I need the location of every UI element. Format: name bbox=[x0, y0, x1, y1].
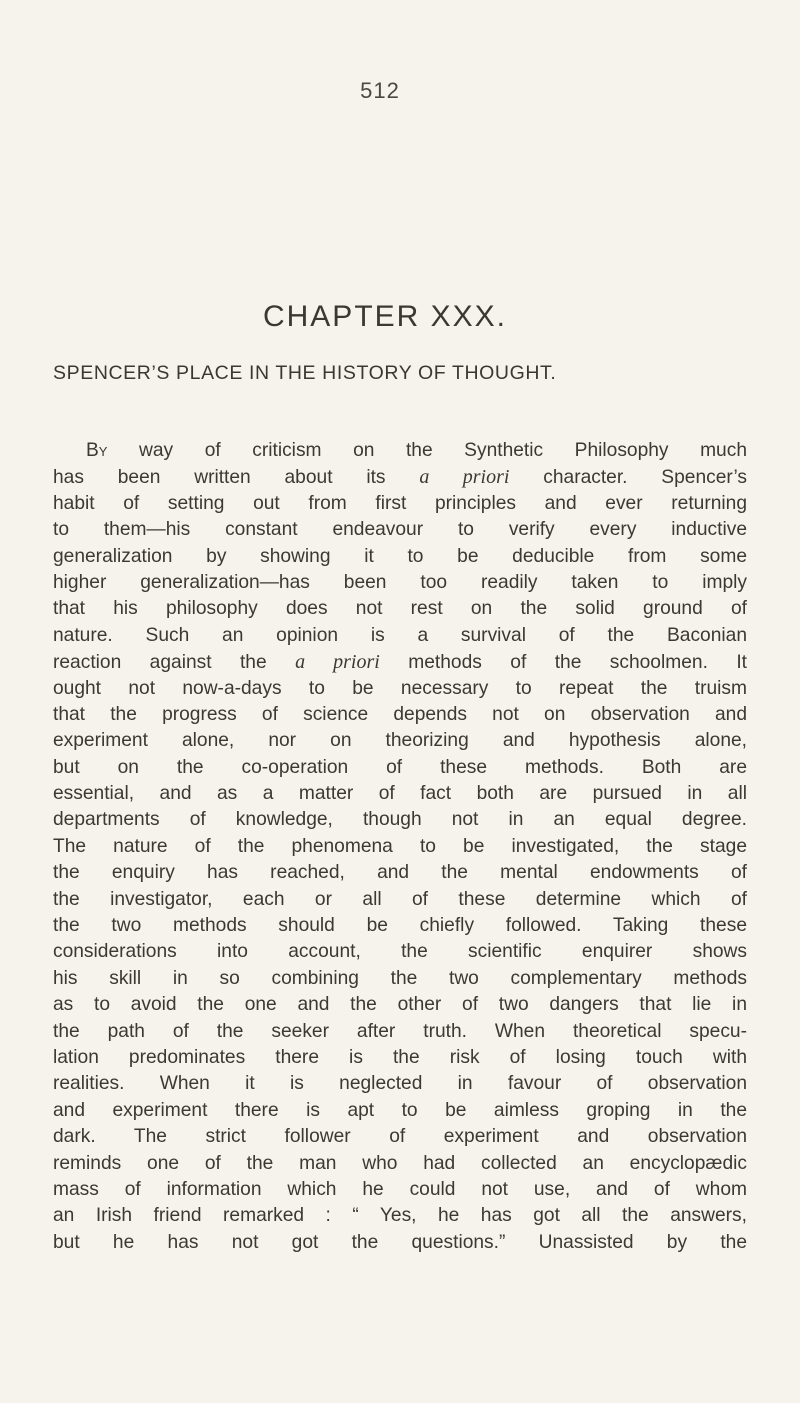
text-run: the path of the seeker after truth. When theoretical specu- bbox=[53, 1020, 747, 1042]
text-run: The nature of the phenomena to be investigated, the stage bbox=[53, 835, 747, 857]
text-line bbox=[53, 491, 747, 517]
italic-phrase: a priori bbox=[419, 466, 510, 489]
text-line bbox=[53, 438, 747, 464]
text-run: as to avoid the one and the other of two dangers that lie in bbox=[53, 994, 747, 1016]
text-run: considerations into account, the scientific enquirer shows bbox=[53, 941, 747, 963]
text-line bbox=[53, 1203, 747, 1229]
text-line bbox=[53, 992, 747, 1018]
text-run: higher generalization—has been too readily taken to imply bbox=[53, 571, 747, 593]
text-run: ought not now-a-days to be necessary to repeat the truism bbox=[53, 677, 747, 699]
text-run: mass of information which he could not use, and of whom bbox=[53, 1178, 747, 1200]
text-run: experiment alone, nor on theorizing and hypothesis alone, bbox=[53, 730, 747, 752]
text-run: the investigator, each or all of these determine which of bbox=[53, 888, 747, 910]
text-line bbox=[53, 1098, 747, 1124]
section-title: SPENCER’S PLACE IN THE HISTORY OF THOUGHT. bbox=[53, 362, 557, 384]
text-run: but on the co-operation of these methods. Both are bbox=[53, 756, 747, 778]
text-run: reaction against the bbox=[53, 652, 296, 674]
text-run: essential, and as a matter of fact both are pursued in all bbox=[53, 783, 747, 805]
text-run: reminds one of the man who had collected an encyclopædic bbox=[53, 1152, 747, 1174]
page-number: 512 bbox=[360, 78, 400, 103]
text-line bbox=[53, 728, 747, 754]
text-line bbox=[53, 1019, 747, 1045]
text-run: but he has not got the questions.” Unassisted by the bbox=[53, 1231, 747, 1253]
text-line bbox=[53, 676, 747, 702]
text-run: way of criticism on the Synthetic Philosophy much bbox=[107, 440, 747, 461]
text-line bbox=[53, 596, 747, 622]
text-run: the enquiry has reached, and the mental endowments of bbox=[53, 862, 747, 884]
text-line bbox=[53, 1071, 747, 1097]
text-line bbox=[53, 939, 747, 965]
chapter-title: CHAPTER XXX. bbox=[262, 300, 508, 333]
text-run: that his philosophy does not rest on the solid ground of bbox=[53, 598, 747, 620]
text-line bbox=[53, 1151, 747, 1177]
text-line bbox=[53, 860, 747, 886]
text-run: the two methods should be chiefly followed. Taking these bbox=[53, 915, 747, 937]
text-run: departments of knowledge, though not in an equal degree. bbox=[53, 809, 747, 831]
small-caps-opening: By bbox=[86, 440, 108, 461]
text-line bbox=[53, 966, 747, 992]
text-line bbox=[53, 1230, 747, 1256]
text-run: to them—his constant endeavour to verify every inductive bbox=[53, 519, 747, 541]
text-run: habit of setting out from first principles and ever returning bbox=[53, 492, 747, 514]
text-run: an Irish friend remarked : “ Yes, he has got all the answers, bbox=[53, 1205, 747, 1227]
italic-phrase: a priori bbox=[295, 651, 380, 674]
text-run: generalization by showing it to be deducible from some bbox=[53, 545, 747, 567]
text-run: character. Spencer’s bbox=[509, 467, 747, 489]
text-line bbox=[53, 755, 747, 781]
text-run: dark. The strict follower of experiment and observation bbox=[53, 1126, 747, 1148]
text-line bbox=[53, 1177, 747, 1203]
text-run: nature. Such an opinion is a survival of the Baconian bbox=[53, 624, 747, 646]
text-line bbox=[53, 834, 747, 860]
text-run: has been written about its bbox=[53, 467, 420, 489]
text-line bbox=[53, 702, 747, 728]
text-line bbox=[53, 1124, 747, 1150]
text-line bbox=[53, 807, 747, 833]
text-run: that the progress of science depends not on observation and bbox=[53, 703, 747, 725]
text-line bbox=[53, 517, 747, 543]
body-paragraph bbox=[53, 438, 747, 1256]
text-line bbox=[53, 887, 747, 913]
text-line bbox=[53, 1045, 747, 1071]
text-line bbox=[53, 781, 747, 807]
text-line bbox=[53, 464, 747, 490]
text-line bbox=[53, 544, 747, 570]
text-run: his skill in so combining the two complementary methods bbox=[53, 967, 747, 989]
text-run: and experiment there is apt to be aimless groping in the bbox=[53, 1099, 747, 1121]
text-run: lation predominates there is the risk of losing touch with bbox=[53, 1046, 747, 1068]
text-line bbox=[53, 913, 747, 939]
text-line bbox=[53, 570, 747, 596]
text-line bbox=[53, 649, 747, 675]
text-line bbox=[53, 623, 747, 649]
text-run: methods of the schoolmen. It bbox=[379, 652, 747, 674]
text-run: realities. When it is neglected in favour of observation bbox=[53, 1073, 747, 1095]
